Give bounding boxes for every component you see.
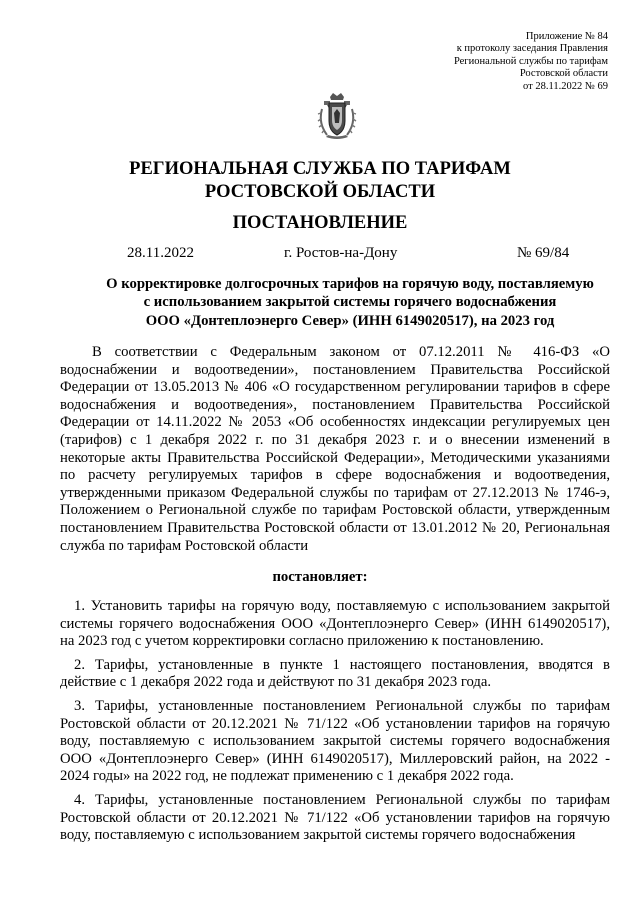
subject-line: О корректировке долгосрочных тарифов на горячую воду, поставляемую [106, 276, 594, 292]
org-line: РОСТОВСКОЙ ОБЛАСТИ [204, 182, 436, 202]
rostov-region-coat-of-arms-icon [315, 91, 359, 141]
document-number: № 69/84 [517, 245, 570, 261]
resolution-items [60, 598, 610, 851]
document-type: ПОСТАНОВЛЕНИЕ [232, 213, 408, 233]
subject-line: с использованием закрытой системы горячего водоснабжения [143, 294, 557, 311]
document-city: г. Ростов-на-Дону [284, 245, 398, 261]
resolution-item: 2. Тарифы, установленные в пункте 1 настоящего постановления, вводятся в действие с 1 декабря 2022 года и действуют по 31 декабря 2023 года. [60, 656, 610, 691]
appendix-line: Ростовской области [519, 68, 608, 80]
document-date: 28.11.2022 [127, 245, 194, 261]
appendix-line: к протоколу заседания Правления [456, 43, 608, 55]
appendix-line: Приложение № 84 [525, 31, 608, 42]
appendix-line: Региональной службы по тарифам [453, 55, 608, 67]
subject-line: ООО «Донтеплоэнерго Север» (ИНН 6149020517), на 2023 год [145, 312, 555, 329]
appendix-line: от 28.11.2022 № 69 [523, 80, 608, 92]
preamble-paragraph: В соответствии с Федеральным законом от 07.12.2011 № 416-ФЗ «О водоснабжении и водоотведении», постановлением Правительства Российской Федерации от 13.05.2013 № 406 «О государственном регулировании тарифов в сфере водоснабжения и водоотведения», постановлением Правительства Российской Федерации от 14.11.2022 № 2053 «Об особенностях индексации регулируемых цен (тарифов) с 1 декабря 2022 г. по 31 декабря 2023 г. и о внесении изменений в некоторые акты Правительства Российской Федерации», Методическими указаниями по расчету регулируемых тарифов в сфере водоснабжения и водоотведения, утвержденными приказом Федеральной службы по тарифам от 27.12.2013 № 1746-э, Положением о Региональной службе по тарифам Ростовской области, утвержденным постановлением Правительства Ростовской области от 13.01.2012 № 20, Региональная служба по тарифам Ростовской области [60, 344, 610, 554]
document-subject [60, 275, 640, 330]
resolution-item: 1. Установить тарифы на горячую воду, поставляемую с использованием закрытой системы горячего водоснабжения ООО «Донтеплоэнерго Север» (ИНН 6149020517), на 2023 год с учетом корректировки согласно приложению к постановлению. [60, 598, 610, 650]
resolution-item: 4. Тарифы, установленные постановлением Региональной службы по тарифам Ростовской области от 20.12.2021 № 71/122 «Об установлении тарифов на горячую воду, поставляемую с использованием закрытой системы горячего водоснабжения [60, 791, 610, 844]
resolution-item: 3. Тарифы, установленные постановлением Региональной службы по тарифам Ростовской области от 20.12.2021 № 71/122 «Об установлении тарифов на горячую воду, поставляемую с использованием закрытой системы горячего водоснабжения ООО «Донтеплоэнерго Север» (ИНН 6149020517), Миллеровский район, на 2022 - 2024 годы» на 2022 год, не подлежат применению с 1 декабря 2022 года. [60, 697, 610, 785]
appendix-note [348, 31, 608, 93]
org-line: РЕГИОНАЛЬНАЯ СЛУЖБА ПО ТАРИФАМ [129, 159, 511, 179]
resolves-heading: постановляет: [272, 569, 368, 585]
organization-title [0, 158, 640, 204]
